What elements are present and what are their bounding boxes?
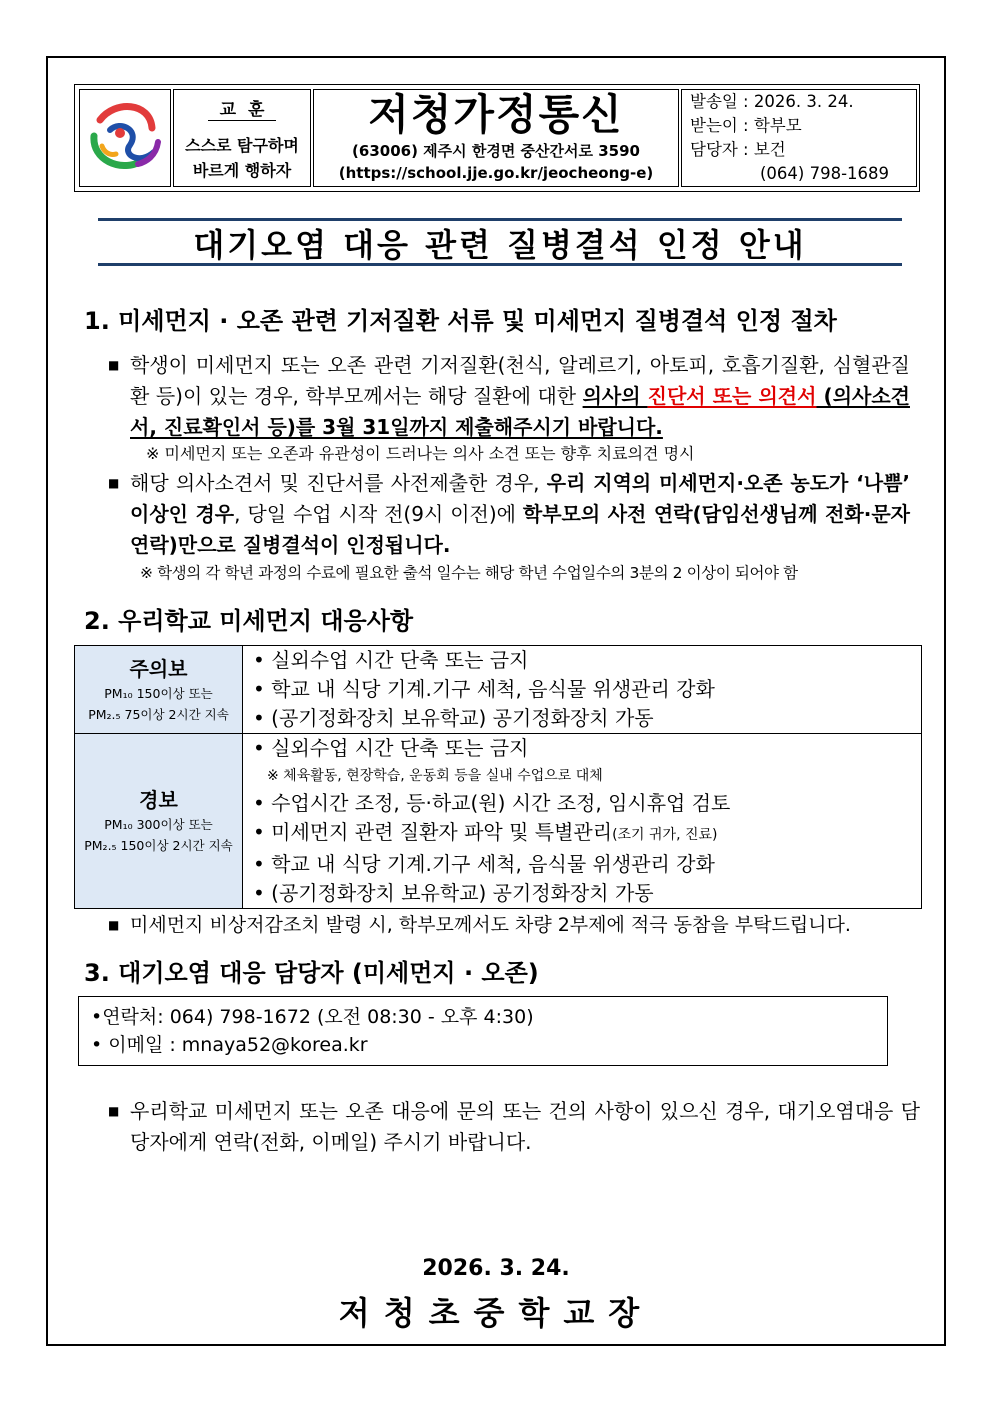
advisory-name: 주의보	[129, 656, 188, 681]
bullet-square-icon: ■	[108, 1104, 120, 1118]
bullet-square-icon: ■	[108, 476, 120, 490]
section3-title: 3. 대기오염 대응 담당자 (미세먼지 · 오존)	[84, 959, 539, 987]
school-logo-icon	[80, 90, 172, 188]
advisory-level-cell	[75, 646, 243, 734]
table-row-warning	[75, 734, 922, 909]
contact-box	[78, 996, 888, 1066]
contact-phone: •연락처: 064) 798-1672 (오전 08:30 - 오후 4:30)	[91, 1006, 534, 1028]
main-title: 대기오염 대응 관련 질병결석 인정 안내	[193, 226, 807, 264]
bullet-square-icon: ■	[108, 918, 120, 932]
section1-paragraph1	[130, 350, 910, 443]
p2-recognition: 학부모의 사전 연락(담임선생님께 전화·문자연락)만으로 질병결석이 인정됩니다.	[130, 502, 910, 557]
bullet-square-icon: ■	[108, 358, 120, 372]
signer: 저청초중학교장	[338, 1294, 654, 1332]
send-date: 발송일 : 2026. 3. 24.	[690, 92, 854, 111]
warning-action-3-detail: (조기 귀가, 진료)	[612, 827, 718, 843]
section1-title: 1. 미세먼지 · 오존 관련 기저질환 서류 및 미세먼지 질병결석 인정 절차	[84, 307, 837, 335]
fine-dust-response-table	[74, 645, 922, 909]
p1-deadline: (의사소견서, 진료확인서 등)를 3월 31일까지 제출해주시기 바랍니다.	[130, 384, 910, 439]
recipient: 받는이 : 학부모	[690, 116, 802, 135]
warning-condition-2: PM₂.₅ 150이상 2시간 지속	[84, 838, 233, 853]
p2-condition: 우리 지역의 미세먼지·오존 농도가 ‘나쁨’ 이상인 경우	[130, 471, 911, 526]
section3-closing: 우리학교 미세먼지 또는 오존 대응에 문의 또는 건의 사항이 있으신 경우, 대기오염대응 담당자에게 연락(전화, 이메일) 주시기 바랍니다.	[130, 1099, 920, 1154]
section2-title: 2. 우리학교 미세먼지 대응사항	[84, 607, 414, 635]
school-motto	[173, 89, 311, 187]
school-url[interactable]: (https://school.jje.go.kr/jeocheong-e)	[338, 164, 654, 182]
section1-note1: ※ 미세먼지 또는 오존과 유관성이 드러나는 의사 소견 또는 향후 치료의견 명시	[146, 444, 695, 463]
warning-action-3	[253, 818, 921, 850]
warning-action-1-note: ※ 체육활동, 현장학습, 운동회 등을 실내 수업으로 대체	[267, 768, 603, 784]
warning-action-1: • 실외수업 시간 단축 또는 금지	[253, 736, 529, 760]
advisory-action-3: • (공기정화장치 보유학교) 공기정화장치 가동	[253, 706, 654, 730]
advisory-action-2: • 학교 내 식당 기계.기구 세척, 음식물 위생관리 강화	[253, 677, 715, 701]
newsletter-title-block	[313, 89, 679, 187]
warning-level-cell	[75, 734, 243, 909]
advisory-condition-2: PM₂.₅ 75이상 2시간 지속	[88, 706, 229, 722]
section2-footnote: 미세먼지 비상저감조치 발령 시, 학부모께서도 차량 2부제에 적극 동참을 부탁드립니다.	[130, 914, 851, 936]
motto-line-1: 스스로 탐구하며	[185, 136, 299, 155]
warning-name: 경보	[139, 788, 178, 812]
section1-paragraph2	[130, 468, 910, 561]
p2-text: 해당 의사소견서 및 진단서를 사전제출한 경우,	[130, 471, 547, 495]
warning-action-4: • 학교 내 식당 기계.기구 세척, 음식물 위생관리 강화	[253, 852, 715, 876]
p2-time: , 당일 수업 시작 전(9시 이전)에	[234, 502, 523, 526]
motto-heading: 교훈	[208, 100, 277, 121]
issue-info	[681, 89, 917, 187]
newsletter-header	[74, 84, 920, 192]
newsletter-title: 저청가정통신	[368, 90, 624, 139]
warning-condition-1: PM₁₀ 300이상 또는	[104, 817, 213, 832]
manager: 담당자 : 보건	[690, 140, 786, 159]
advisory-action-1: • 실외수업 시간 단축 또는 금지	[253, 648, 529, 672]
warning-action-5: • (공기정화장치 보유학교) 공기정화장치 가동	[253, 881, 654, 905]
school-address: (63006) 제주시 한경면 중산간서로 3590	[352, 142, 640, 160]
contact-email[interactable]: • 이메일 : mnaya52@korea.kr	[91, 1034, 368, 1056]
main-title-box	[98, 218, 902, 266]
warning-action-2: • 수업시간 조정, 등·하교(원) 시간 조정, 임시휴업 검토	[253, 791, 731, 815]
section1-note2: ※ 학생의 각 학년 과정의 수료에 필요한 출석 일수는 해당 학년 수업일수의 3분의 2 이상이 되어야 함	[140, 564, 798, 582]
warning-action-3-text: • 미세먼지 관련 질환자 파악 및 특별관리	[253, 820, 613, 844]
p1-doctor: 의사의	[582, 384, 648, 408]
p1-text: 학생이 미세먼지 또는 오존 관련 기저질환(천식, 알레르기, 아토피, 호흡기질환, 심혈관질환 등)이 있는 경우, 학부모께서는 해당 질환에 대한	[130, 353, 910, 408]
school-logo	[79, 89, 171, 187]
manager-phone: (064) 798-1689	[760, 164, 890, 183]
p1-document-type: 진단서 또는 의견서	[647, 384, 817, 408]
issue-date: 2026. 3. 24.	[422, 1256, 570, 1281]
advisory-actions-cell	[243, 646, 922, 734]
advisory-condition-1: PM₁₀ 150이상 또는	[104, 685, 213, 701]
warning-actions-cell	[243, 734, 922, 909]
table-row-advisory	[75, 646, 922, 734]
motto-line-2: 바르게 행하자	[192, 161, 292, 180]
